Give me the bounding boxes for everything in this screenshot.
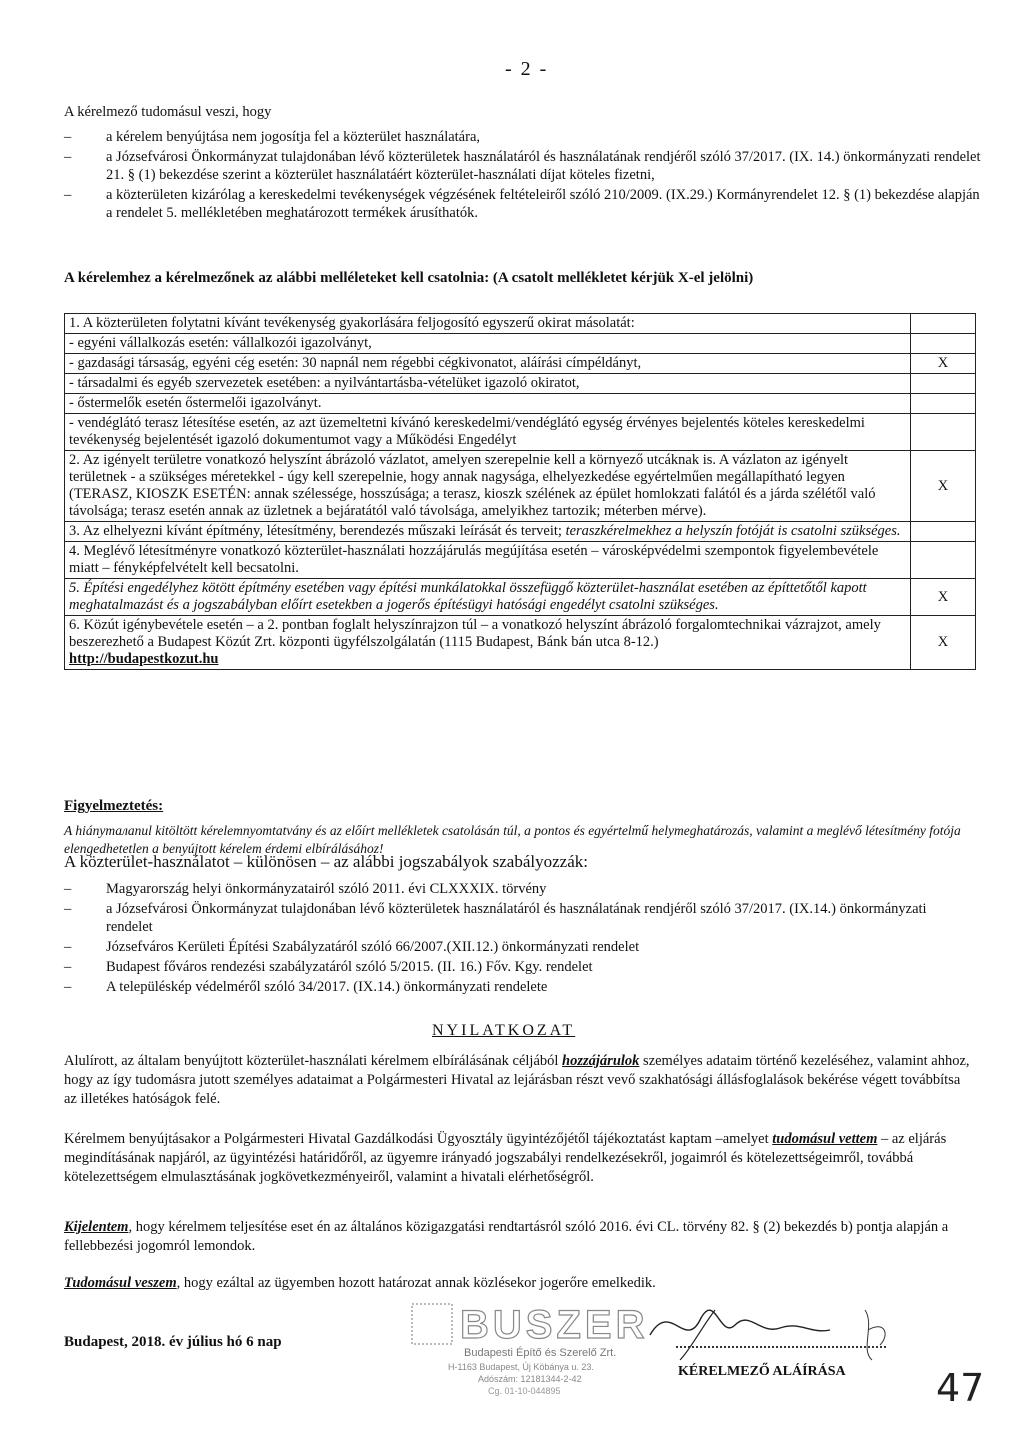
stamp-logo-text: BUSZER [460, 1303, 649, 1347]
acknowledgement-item: – a kérelem benyújtása nem jogosítja fel a közterület használatára, [64, 129, 481, 145]
declaration-paragraph-4: Tudomásul veszem, hogy ezáltal az ügyemben hozott határozat annak közlésekor jogerőre emelkedik. [64, 1275, 656, 1291]
stamp-line: Adószám: 12181344-2-42 [478, 1374, 582, 1384]
signature-line [676, 1346, 886, 1348]
law-item: – Budapest főváros rendezési szabályzatáról szóló 5/2015. (II. 16.) Főv. Kgy. rendelet [64, 959, 593, 975]
warning-title: Figyelmeztetés: [64, 798, 164, 814]
stamp-line: Cg. 01-10-044895 [488, 1386, 561, 1396]
budapest-kozut-link[interactable]: http://budapestkozut.hu [69, 651, 219, 667]
table-row [65, 414, 976, 451]
table-row [65, 314, 976, 334]
attachment-mark: X [911, 579, 976, 616]
table-row [65, 334, 976, 354]
attachments-heading: A kérelemhez a kérelmezőnek az alábbi melléleteket kell csatolnia: (A csatolt mellékletet kérjük X-el jelölni) [64, 270, 754, 286]
attachment-item-1-title: 1. A közterületen folytatni kívánt tevékenység gyakorlására feljogosító egyszerű okirat másolatát: [65, 314, 911, 334]
law-item: – Józsefváros Kerületi Építési Szabályzatáról szóló 66/2007.(XII.12.) önkormányzati rendelet [64, 939, 640, 955]
attachment-mark [911, 522, 976, 542]
company-stamp [408, 1298, 676, 1410]
laws-list [64, 880, 974, 998]
signature-label: KÉRELMEZŐ ALÁÍRÁSA [678, 1364, 846, 1379]
law-item: – A településkép védelméről szóló 34/2017. (IX.14.) önkormányzati rendelete [64, 979, 548, 995]
table-row [65, 394, 976, 414]
law-item: – Magyarország helyi önkormányzatairól szóló 2011. évi CLXXXIX. törvény [64, 881, 547, 897]
attachment-item-5: 5. Építési engedélyhez kötött építmény esetében vagy építési munkálatokkal összefüggő közterület-használat esetében az építtetőtől kapott meghatalmazást és a jogszabályban előírt esetekben a jogerős építésügyi hatósági engedélyt csatolni szükséges. [65, 579, 911, 616]
intro-text: A kérelmező tudomásul veszi, hogy [64, 104, 272, 120]
table-row [65, 616, 976, 670]
table-row [65, 542, 976, 579]
attachment-mark [911, 542, 976, 579]
table-row [65, 374, 976, 394]
declaration-paragraph-2: Kérelmem benyújtásakor a Polgármesteri Hivatal Gazdálkodási Ügyosztály ügyintézőjétől tájékoztatást kaptam –amelyet tudomásul vettem – az eljárás megindításának napjáról, az ügyintézési határidőről, az ügyemre irányadó jogszabályi rendelkezésekről, jogaimról és kötelezettségeimről, továbbá kötelezettségem elmulasztásának jogkövetkezményeiről, valamint a hivatali elérhetőségről. [64, 1131, 947, 1185]
attachment-item-3: 3. Az elhelyezni kívánt építmény, létesítmény, berendezés műszaki leírását és terveit; teraszkérelmekhez a helyszín fotóját is csatolni szükséges. [65, 522, 911, 542]
table-row [65, 579, 976, 616]
stamp-qr-icon [412, 1304, 452, 1344]
law-item: – a Józsefvárosi Önkormányzat tulajdonában lévő közterületek használatáról és használatának rendjéről szóló 37/2017. (IX.14.) önkormányzati rendelet [64, 901, 927, 935]
declaration-paragraph-1: Alulírott, az általam benyújtott közterület-használati kérelmem elbírálásának céljából hozzájárulok személyes adataim történő kezeléséhez, valamint ahhoz, hogy az így tudomásra jutott személyes adataimat a Polgármesteri Hivatal az lejárásban részt vevő szakhatósági állásfoglalások bekérése végett továbbítsa az illetékes hatóságok felé. [64, 1053, 970, 1107]
attachment-mark [911, 394, 976, 414]
page-number: - 2 - [505, 58, 549, 80]
table-row [65, 522, 976, 542]
attachment-mark: X [911, 354, 976, 374]
place-and-date: Budapest, 2018. év július hó 6 nap [64, 1334, 282, 1350]
attachment-mark [911, 334, 976, 354]
acknowledgement-item: – a közterületen kizárólag a kereskedelmi tevékenységek végzésének feltételeiről szóló 210/2009. (IX.29.) Kormányrendelet 12. § (1) bekezdése alapján a rendelet 5. mellékletében meghatározott termékek árusíthatók. [64, 187, 980, 221]
stamp-graphic [408, 1298, 676, 1410]
attachment-item-2: 2. Az igényelt területre vonatkozó helyszínt ábrázoló vázlatot, amelyen szerepelnie kell a környező utcáknak is. A vázlaton az igényelt területnek - a szükséges méretekkel - úgy kell szerepelnie, hogy annak nagysága, elhelyezkedése egyértelműen megállapítható legyen (TERASZ, KIOSZK ESETÉN: annak szélessége, hosszúsága; a terasz, kioszk szélének az épület homlokzati falától és a járda szélétől való távolsága; terasz esetén annak az üzletnek a bejáratától való távolsága, amelyikhez tartozik; méterben mérve). [65, 451, 911, 522]
attachment-item-6: 6. Közút igénybevétele esetén – a 2. pontban foglalt helyszínrajzon túl – a vonatkozó helyszínt ábrázoló forgalomtechnikai vázrajzot, amely beszerezhető a Budapest Közút Zrt. központi ügyfélszolgálatán (1115 Budapest, Bánk bán utca 8-12.) http://budapestkozut.hu [65, 616, 911, 670]
table-row [65, 451, 976, 522]
declaration-paragraph-3: Kijelentem, hogy kérelmem teljesítése eset én az általános közigazgatási rendtartásról szóló 2016. évi CL. törvény 82. § (2) bekezdés b) pontja alapján a fellebbezési jogomról lemondok. [64, 1219, 949, 1254]
attachment-option: - gazdasági társaság, egyéni cég esetén: 30 napnál nem régebbi cégkivonatot, aláírási címpéldányt, [65, 354, 911, 374]
table-row [65, 354, 976, 374]
stamp-line: H-1163 Budapest, Új Köbánya u. 23. [448, 1362, 594, 1372]
attachment-option: - társadalmi és egyéb szervezetek esetében: a nyilvántartásba-vételüket igazoló okiratot, [65, 374, 911, 394]
stamp-line: Budapesti Építő és Szerelő Zrt. [464, 1347, 617, 1359]
handwritten-signature [640, 1290, 910, 1370]
attachments-table [64, 313, 976, 670]
attachment-option: - őstermelők esetén őstermelői igazolványt. [65, 394, 911, 414]
acknowledgement-item: – a Józsefvárosi Önkormányzat tulajdonában lévő közterületek használatáról és használatának rendjéről szóló 37/2017. (IX. 14.) önkormányzati rendelet 21. § (1) bekezdése szerint a közterület használatáért közterület-használati díjat köteles fizetni, [64, 149, 981, 183]
attachment-mark [911, 414, 976, 451]
attachment-option: - vendéglátó terasz létesítése esetén, az azt üzemeltetni kívánó kereskedelmi/vendéglátó egység érvényes bejelentés köteles kereskedelmi tevékenység bejelentését igazoló dokumentumot vagy a Működési Engedélyt [65, 414, 911, 451]
laws-heading: A közterület-használatot – különösen – az alábbi jogszabályok szabályozzák: [64, 852, 588, 871]
attachment-mark: X [911, 616, 976, 670]
acknowledgement-list [64, 128, 984, 224]
attachment-mark: X [911, 451, 976, 522]
attachment-item-4: 4. Meglévő létesítményre vonatkozó közterület-használati hozzájárulás megújítása esetén – városképvédelmi szempontok figyelembevétele miatt – fényképfelvételt kell becsatolni. [65, 542, 911, 579]
attachment-option: - egyéni vállalkozás esetén: vállalkozói igazolványt, [65, 334, 911, 354]
declaration-title: NYILATKOZAT [432, 1022, 576, 1039]
handwritten-page-number: 47 [936, 1366, 985, 1410]
warning-text: A hiányталanul kitöltött kérelemnyomtatvány és az előírt mellékletek csatolásán túl, a pontos és egyértelmű helymeghatározás, valamint a meglévő létesítmény fotója elengedhetetlen a benyújtott kérelem érdemi elbírálásához! [64, 823, 961, 856]
attachment-mark [911, 374, 976, 394]
